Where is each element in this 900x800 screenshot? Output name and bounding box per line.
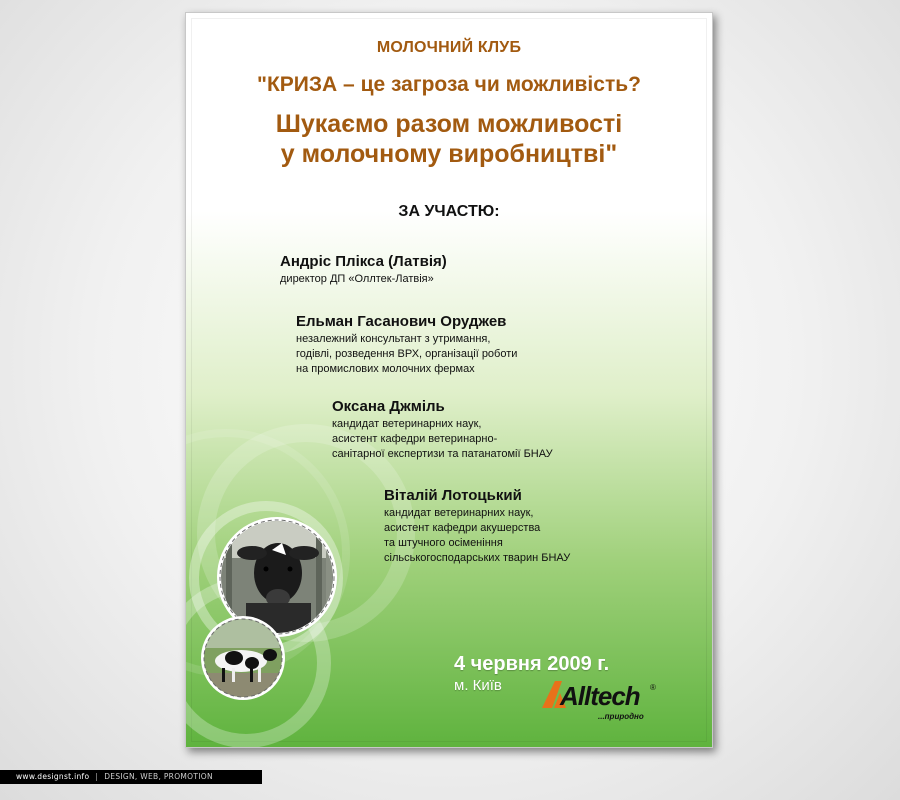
speaker-name: Андріс Плікса (Латвія) <box>280 253 447 270</box>
club-title: МОЛОЧНИЙ КЛУБ <box>376 39 522 56</box>
alltech-logo <box>540 677 670 727</box>
speaker-role-line: кандидат ветеринарних наук, <box>332 418 482 430</box>
speaker-name: Оксана Джміль <box>332 398 445 415</box>
logo-tagline: ...природно <box>598 712 644 721</box>
speaker-role <box>332 417 553 462</box>
headline-subtitle <box>186 109 712 169</box>
speaker-role-line: директор ДП «Оллтек-Латвія» <box>280 273 434 285</box>
speaker-role-line: годівлі, розведення ВРХ, організації роботи <box>296 348 518 360</box>
logo-registered: ® <box>650 683 656 692</box>
event-date: 4 червня 2009 г. <box>454 653 610 675</box>
speaker-lototskyi <box>384 487 570 566</box>
speaker-dzhmil <box>332 398 553 462</box>
footer-separator: | <box>95 772 99 781</box>
footer-site-link[interactable]: www.designst.info <box>16 772 90 781</box>
speaker-role-line: кандидат ветеринарних наук, <box>384 507 534 519</box>
speaker-role <box>280 272 447 287</box>
speaker-role-line: санітарної експертизи та патанатомії БНАУ <box>332 448 553 460</box>
footer-tagline: DESIGN, WEB, PROMOTION <box>104 772 213 781</box>
speaker-role <box>384 506 570 566</box>
speaker-role-line: та штучного осіменіння <box>384 537 503 549</box>
speaker-orudzhev <box>296 313 517 377</box>
headline-subtitle-line1: Шукаємо разом можливості <box>275 110 623 138</box>
speaker-role-line: на промислових молочних фермах <box>296 363 475 375</box>
headline-question: "КРИЗА – це загроза чи можливість? <box>257 73 641 96</box>
poster <box>185 12 713 748</box>
speaker-role <box>296 332 517 377</box>
participation-label: ЗА УЧАСТЮ: <box>398 203 500 220</box>
footer-bar <box>0 770 262 784</box>
headline-subtitle-line2: у молочному виробництві" <box>280 140 618 168</box>
speaker-role-line: сільськогосподарських тварин БНАУ <box>384 552 571 564</box>
speaker-role-line: асистент кафедри акушерства <box>384 522 541 534</box>
logo-brand: Alltech <box>560 681 640 711</box>
speaker-name: Ельман Гасанович Оруджев <box>296 313 507 330</box>
speaker-role-line: незалежний консультант з утримання, <box>296 333 491 345</box>
event-city: м. Київ <box>454 677 502 694</box>
speaker-name: Віталій Лотоцький <box>384 487 522 504</box>
speaker-role-line: асистент кафедри ветеринарно- <box>332 433 498 445</box>
speaker-pliksa <box>280 253 447 287</box>
